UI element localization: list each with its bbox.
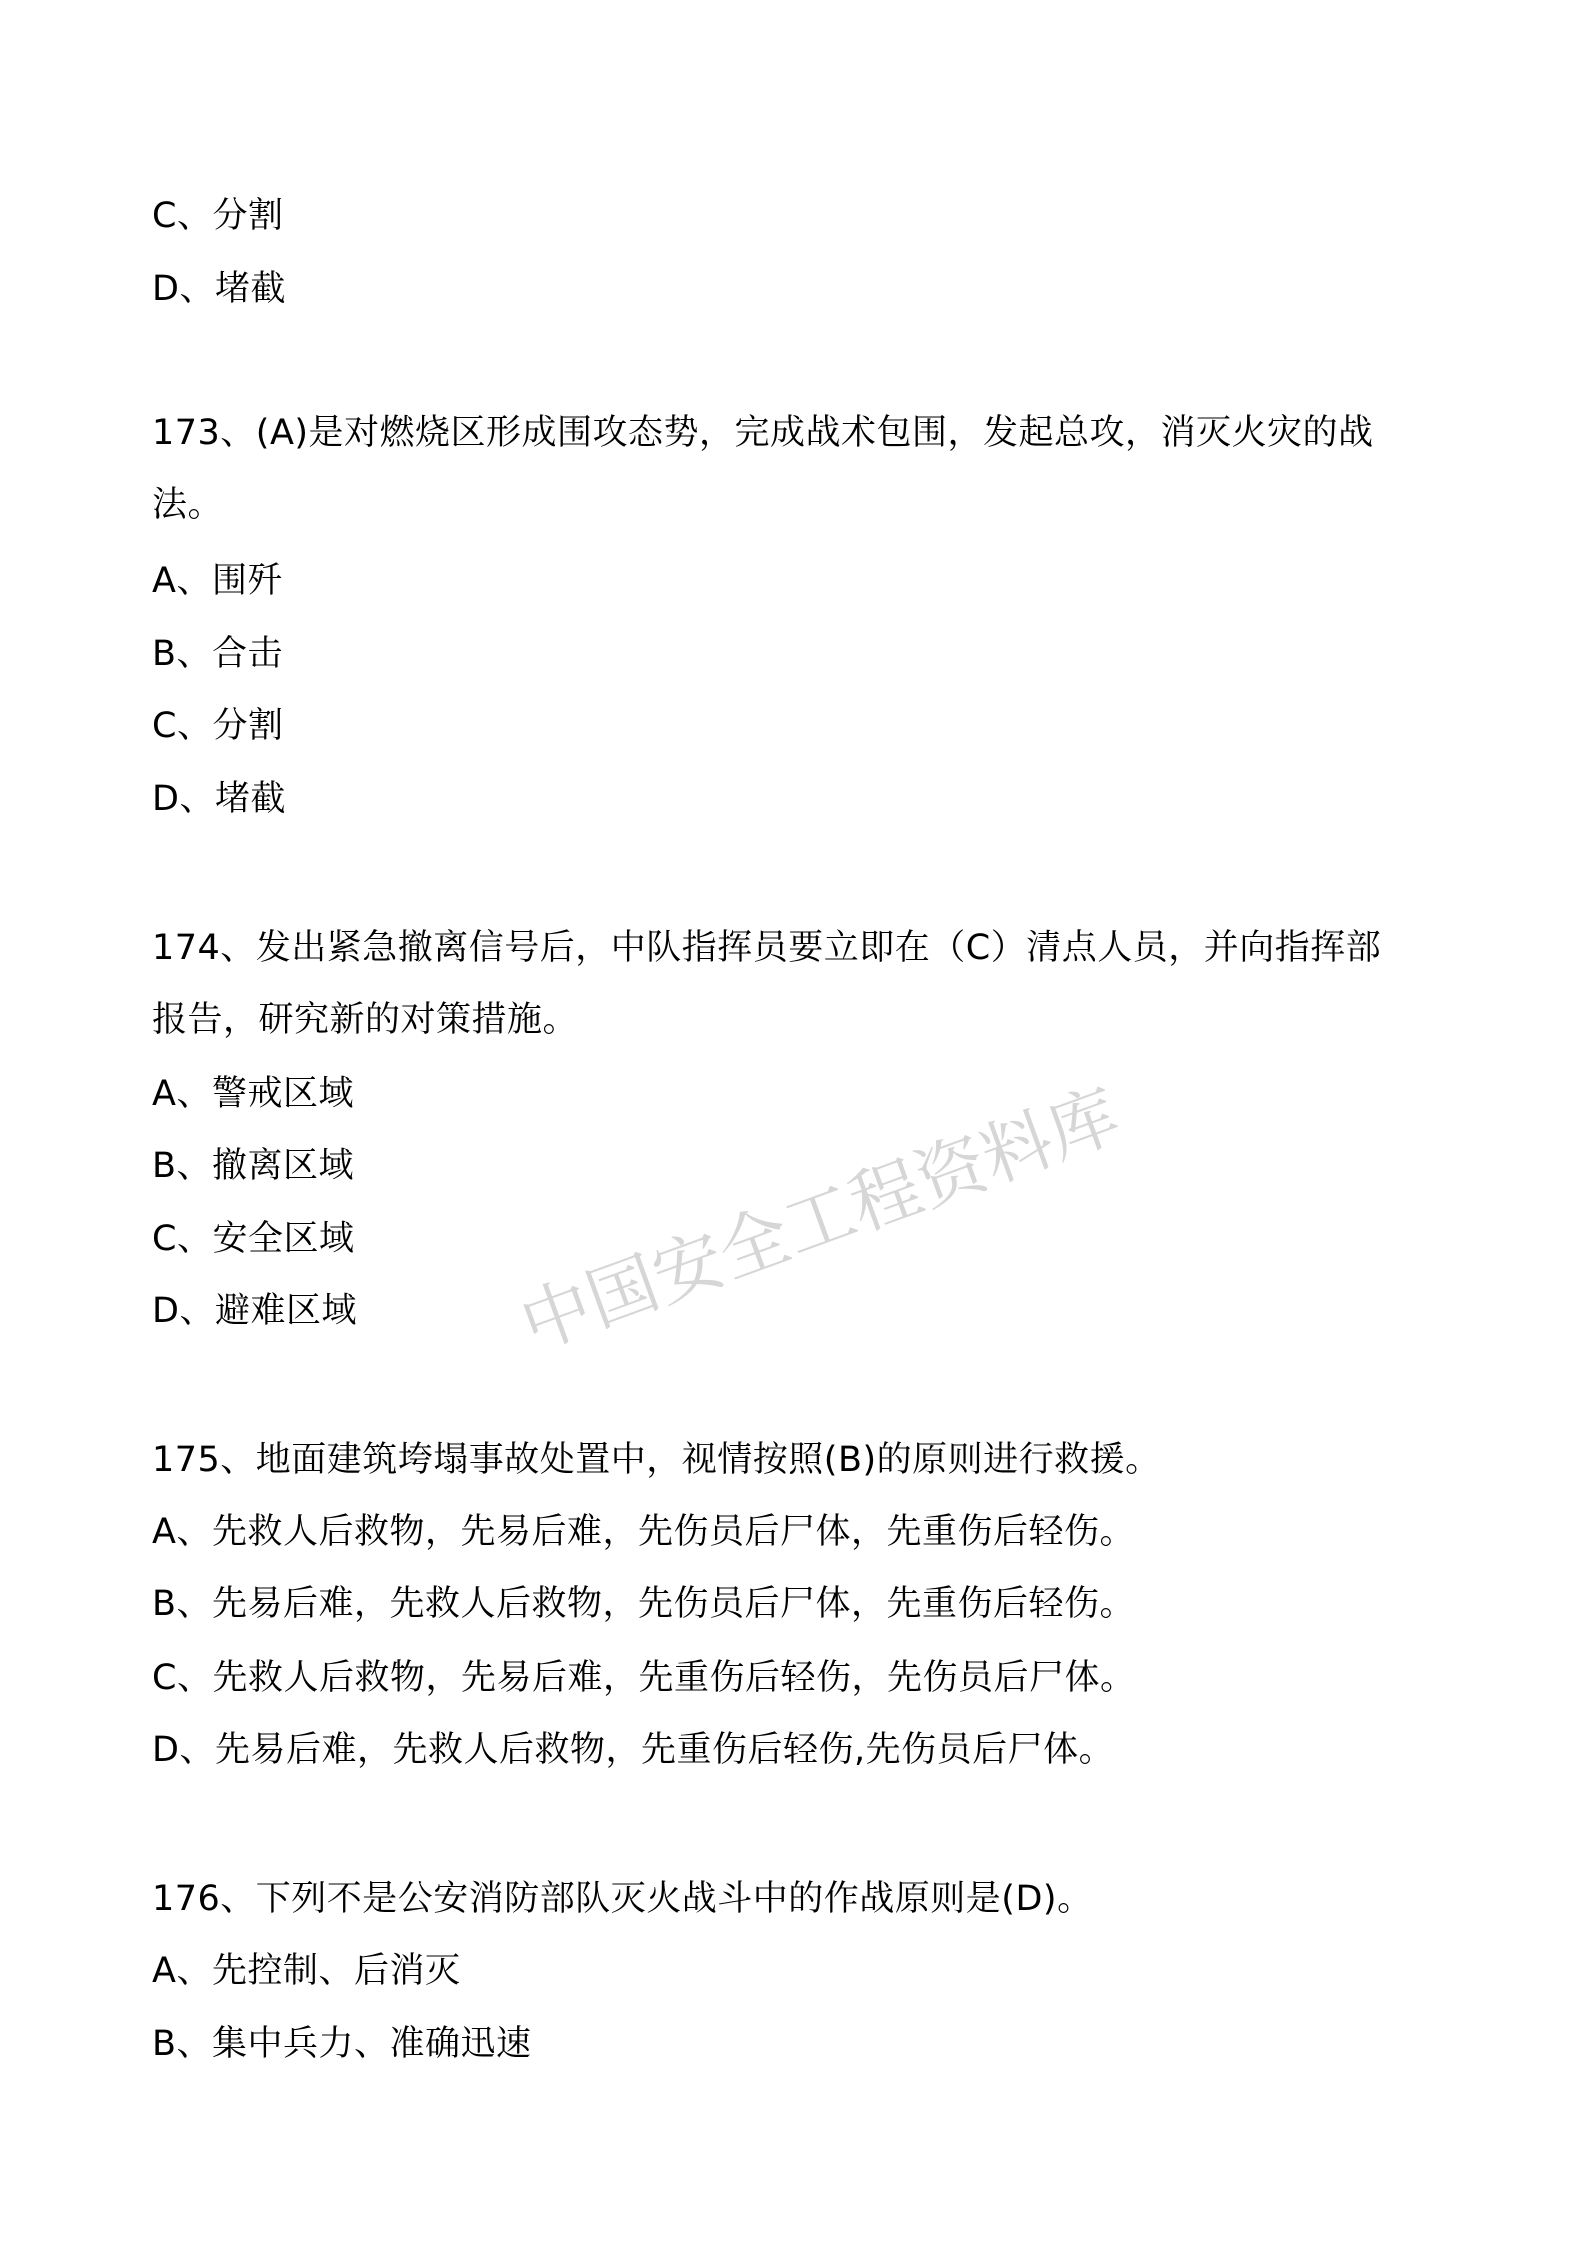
option-d-173: D、堵截: [152, 779, 286, 819]
option-b-173: B、合击: [152, 634, 284, 674]
question-176: 176、下列不是公安消防部队灭火战斗中的作战原则是(D)。: [152, 1879, 1093, 1919]
option-c-174: C、安全区域: [152, 1219, 355, 1259]
option-d-175: D、先易后难，先救人后救物，先重伤后轻伤,先伤员后尸体。: [152, 1730, 1115, 1770]
option-c-173: C、分割: [152, 706, 284, 746]
option-a-174: A、警戒区域: [152, 1074, 354, 1114]
question-174: 174、发出紧急撤离信号后，中队指挥员要立即在（C）清点人员，并向指挥部: [152, 928, 1382, 968]
option-c-172: C、分割: [152, 196, 284, 236]
option-a-173: A、围歼: [152, 561, 283, 601]
question-173: 173、(A)是对燃烧区形成围攻态势，完成战术包围，发起总攻，消灭火灾的战: [152, 413, 1374, 453]
question-173-cont: 法。: [152, 485, 224, 525]
option-c-175: C、先救人后救物，先易后难，先重伤后轻伤，先伤员后尸体。: [152, 1658, 1136, 1698]
watermark: 中国安全工程资料库: [509, 1073, 1131, 1367]
option-b-176: B、集中兵力、准确迅速: [152, 2024, 532, 2064]
option-a-175: A、先救人后救物，先易后难，先伤员后尸体，先重伤后轻伤。: [152, 1512, 1135, 1552]
question-174-cont: 报告，研究新的对策措施。: [152, 1000, 579, 1040]
option-b-175: B、先易后难，先救人后救物，先伤员后尸体，先重伤后轻伤。: [152, 1584, 1136, 1624]
question-175: 175、地面建筑垮塌事故处置中，视情按照(B)的原则进行救援。: [152, 1440, 1161, 1480]
option-b-174: B、撤离区域: [152, 1146, 355, 1186]
option-a-176: A、先控制、后消灭: [152, 1951, 461, 1991]
option-d-172: D、堵截: [152, 269, 286, 309]
option-d-174: D、避难区域: [152, 1291, 357, 1331]
